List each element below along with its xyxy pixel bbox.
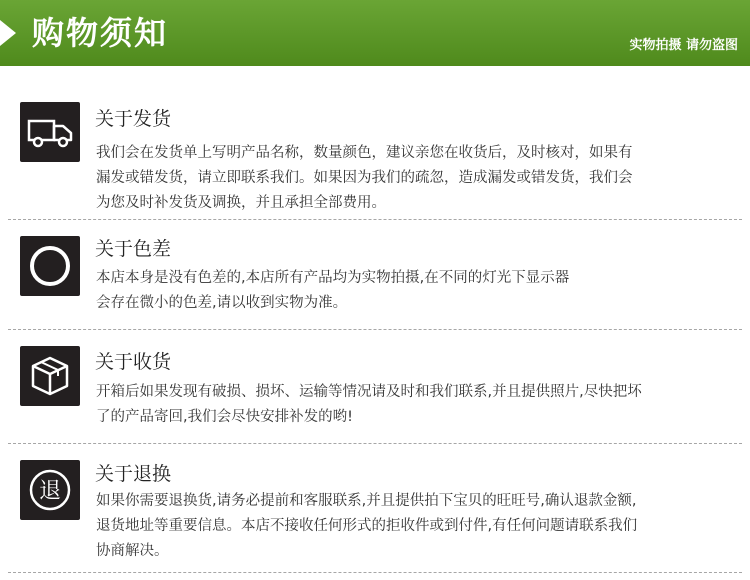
section-title: 关于收货 bbox=[95, 351, 172, 373]
divider bbox=[8, 443, 742, 444]
return-icon-glyph: 退 bbox=[38, 479, 62, 504]
header-banner bbox=[0, 0, 750, 66]
text-line: 退货地址等重要信息。本店不接收任何形式的拒收件或到付件,有任何问题请联系我们 bbox=[96, 518, 638, 534]
text-line: 开箱后如果发现有破损、损坏、运输等情况请及时和我们联系,并且提供照片,尽快把坏 bbox=[96, 384, 642, 400]
text-line: 漏发或错发货，请立即联系我们。如果因为我们的疏忽，造成漏发或错发货，我们会 bbox=[96, 170, 633, 186]
section-text bbox=[96, 266, 726, 316]
divider bbox=[8, 329, 742, 330]
text-line: 为您及时补发货及调换，并且承担全部费用。 bbox=[96, 195, 386, 211]
section-text bbox=[96, 141, 726, 216]
circle-icon bbox=[20, 236, 80, 296]
arrow-marker-icon bbox=[0, 20, 16, 46]
package-icon bbox=[20, 346, 80, 406]
section-text bbox=[96, 380, 726, 430]
text-line: 我们会在发货单上写明产品名称，数量颜色，建议亲您在收货后，及时核对，如果有 bbox=[96, 145, 633, 161]
divider bbox=[8, 219, 742, 220]
photo-notice: 实物拍摄 请勿盗图 bbox=[629, 38, 738, 53]
return-icon bbox=[20, 460, 80, 520]
page-title: 购物须知 bbox=[32, 14, 169, 52]
text-line: 如果你需要退换货,请务必提前和客服联系,并且提供拍下宝贝的旺旺号,确认退款金额, bbox=[96, 493, 637, 509]
text-line: 协商解决。 bbox=[96, 543, 169, 559]
section-title: 关于色差 bbox=[95, 238, 172, 260]
truck-icon bbox=[20, 102, 80, 162]
text-line: 了的产品寄回,我们会尽快安排补发的哟! bbox=[96, 409, 353, 425]
section-text bbox=[96, 489, 726, 564]
section-title: 关于发货 bbox=[95, 108, 172, 130]
section-title: 关于退换 bbox=[95, 463, 172, 485]
divider bbox=[8, 572, 742, 573]
text-line: 本店本身是没有色差的,本店所有产品均为实物拍摄,在不同的灯光下显示器 bbox=[96, 270, 570, 286]
text-line: 会存在微小的色差,请以收到实物为准。 bbox=[96, 295, 348, 311]
